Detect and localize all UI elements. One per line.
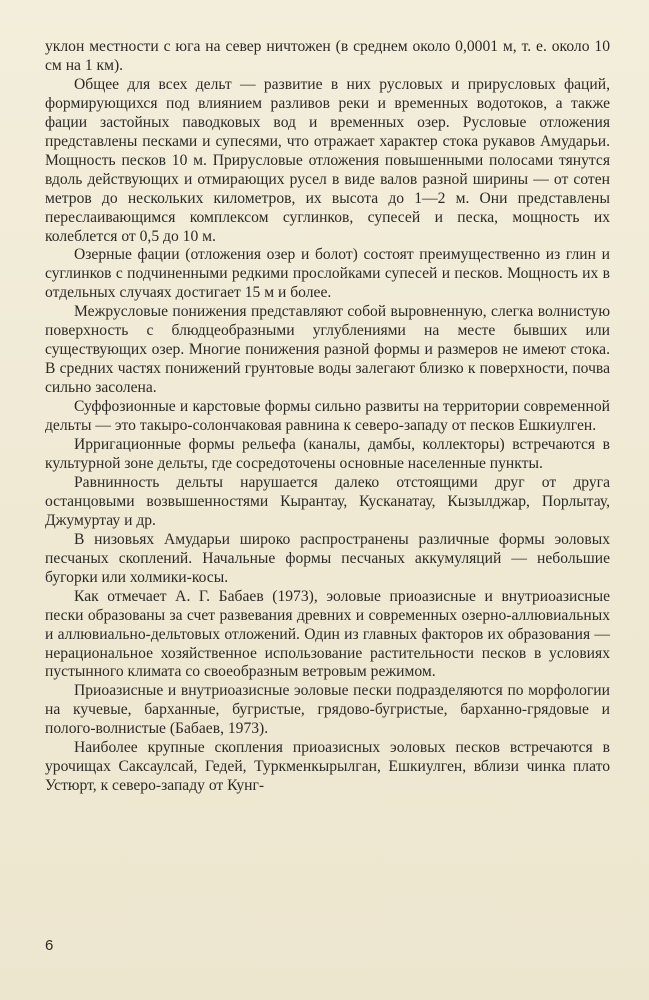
paragraph-interchannel-depressions: Межрусловые понижения представляют собой выровненную, слегка волнистую поверхность с блюдцеобразными углублениями на месте бывших или существующих озер. Многие понижения разной формы и размеров не имеют стока. В средних частях понижений грунтовые воды залегают близко к поверхности, почва сильно засолена. <box>45 303 610 397</box>
paragraph-babaev-citation: Как отмечает А. Г. Бабаев (1973), эоловые приоазисные и внутриоазисные пески образованы за счет развевания древних и современных озерно-аллювиальных и аллювиально-дельтовых отложений. Один из главных факторов их образования — нерациональное хозяйственное использование растительности песков в условиях пустынного климата со своеобразным ветровым режимом. <box>45 587 610 681</box>
page-body-text <box>45 38 610 796</box>
paragraph-deltas-facies: Общее для всех дельт — развитие в них русловых и прирусловых фаций, формирующихся под влиянием разливов реки и временных водотоков, а также фации застойных паводковых вод и временных озер. Русловые отложения представлены песками и супесями, что отражает характер стока рукавов Амударьи. Мощность песков 10 м. Прирусловые отложения повышенными полосами тянутся вдоль действующих и отмирающих русел в виде валов разной ширины — от сотен метров до нескольких километров, их высота до 1—2 м. Они представлены переслаивающимся комплексом суглинков, супесей и песка, мощность их колеблется от 0,5 до 10 м. <box>45 75 610 245</box>
paragraph-large-accumulations: Наиболее крупные скопления приоазисных эоловых песков встречаются в урочищах Саксаулсай, Гедей, Туркменкырылган, Ешкиулген, вблизи чинка плато Устюрт, к северо-западу от Кунг- <box>45 739 610 795</box>
paragraph-irrigation-forms: Ирригационные формы рельефа (каналы, дамбы, коллекторы) встречаются в культурной зоне дельты, где сосредоточены основные населенные пункты. <box>45 436 610 472</box>
paragraph-lake-facies: Озерные фации (отложения озер и болот) состоят преимущественно из глин и суглинков с подчиненными редкими прослойками супесей и песков. Мощность их в отдельных случаях достигает 15 м и более. <box>45 246 610 302</box>
paragraph-suffosion-karst: Суффозионные и карстовые формы сильно развиты на территории современной дельты — это такыро-солончаковая равнина к северо-западу от песков Ешкиулген. <box>45 398 610 435</box>
paragraph-residual-hills: Равнинность дельты нарушается далеко отстоящими друг от друга останцовыми возвышенностями Кырантау, Кусканатау, Кызылджар, Порлытау, Джумуртау и др. <box>45 473 610 529</box>
paragraph-sand-morphology: Приоазисные и внутриоазисные эоловые пески подразделяются по морфологии на кучевые, барханные, бугристые, грядово-бугристые, барханно-грядовые и полого-волнистые (Бабаев, 1973). <box>45 682 610 738</box>
paragraph-aeolian-forms: В низовьях Амударьи широко распространены различные формы эоловых песчаных скоплений. Начальные формы песчаных аккумуляций — небольшие бугорки или холмики-косы. <box>45 530 610 586</box>
page-number: 6 <box>45 937 54 954</box>
paragraph-continuation: уклон местности с юга на север ничтожен (в среднем около 0,0001 м, т. е. около 10 см на 1 км). <box>45 38 610 74</box>
